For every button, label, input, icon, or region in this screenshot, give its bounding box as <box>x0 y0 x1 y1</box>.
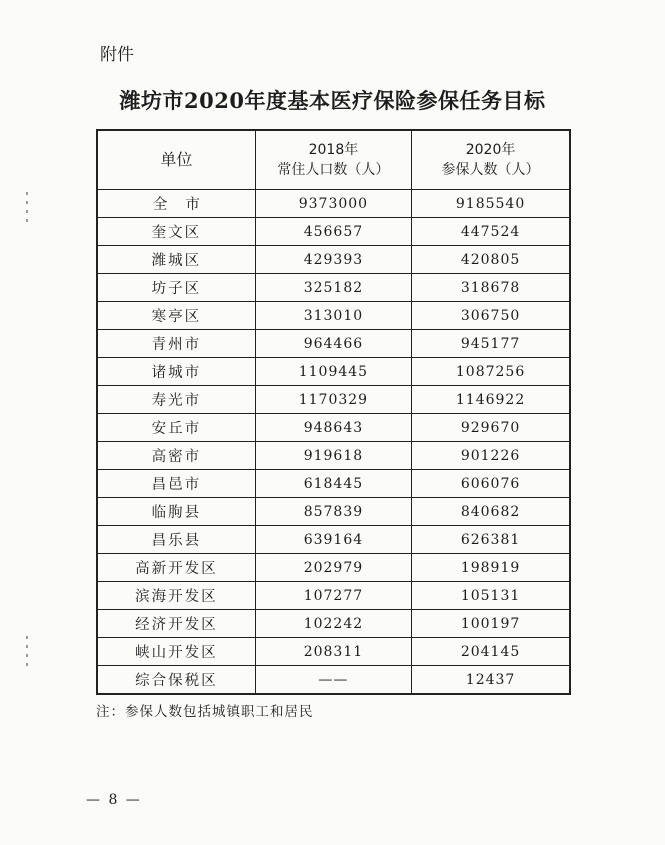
unit-cell: 昌乐县 <box>97 526 255 554</box>
table-row <box>97 638 570 666</box>
unit-cell: 高密市 <box>97 442 255 470</box>
unit-cell: 坊子区 <box>97 274 255 302</box>
insured-cell: 318678 <box>412 274 570 302</box>
binding-marks-top <box>24 186 30 228</box>
insured-cell: 306750 <box>412 302 570 330</box>
unit-cell: 峡山开发区 <box>97 638 255 666</box>
insured-cell: 901226 <box>412 442 570 470</box>
unit-cell: 临朐县 <box>97 498 255 526</box>
population-cell: 107277 <box>255 582 411 610</box>
insured-cell: 626381 <box>412 526 570 554</box>
table-row <box>97 442 570 470</box>
population-cell: 919618 <box>255 442 411 470</box>
unit-cell: 诸城市 <box>97 358 255 386</box>
population-cell: —— <box>255 666 411 695</box>
insured-cell: 1146922 <box>412 386 570 414</box>
population-cell: 102242 <box>255 610 411 638</box>
table-row <box>97 330 570 358</box>
header-population-2018: 2018年 常住人口数（人） <box>255 130 411 190</box>
population-cell: 325182 <box>255 274 411 302</box>
insured-cell: 100197 <box>412 610 570 638</box>
insured-cell: 1087256 <box>412 358 570 386</box>
document-title: 潍坊市2020年度基本医疗保险参保任务目标 <box>119 88 546 113</box>
population-cell: 857839 <box>255 498 411 526</box>
unit-cell: 全市 <box>97 190 255 218</box>
table-row <box>97 498 570 526</box>
insured-cell: 945177 <box>412 330 570 358</box>
population-cell: 456657 <box>255 218 411 246</box>
unit-cell: 寒亭区 <box>97 302 255 330</box>
insurance-target-table <box>96 129 571 695</box>
unit-cell: 安丘市 <box>97 414 255 442</box>
insured-cell: 12437 <box>412 666 570 695</box>
population-cell: 964466 <box>255 330 411 358</box>
header-unit: 单位 <box>97 130 255 190</box>
footnote: 注：参保人数包括城镇职工和居民 <box>96 704 314 720</box>
unit-cell: 奎文区 <box>97 218 255 246</box>
table-row <box>97 470 570 498</box>
unit-cell: 青州市 <box>97 330 255 358</box>
unit-cell: 综合保税区 <box>97 666 255 695</box>
population-cell: 948643 <box>255 414 411 442</box>
header-insured-2020: 2020年 参保人数（人） <box>412 130 570 190</box>
binding-marks-bottom <box>24 630 30 672</box>
table-row <box>97 302 570 330</box>
unit-cell: 高新开发区 <box>97 554 255 582</box>
insured-cell: 840682 <box>412 498 570 526</box>
attachment-label: 附件 <box>100 45 134 65</box>
population-cell: 639164 <box>255 526 411 554</box>
insured-cell: 198919 <box>412 554 570 582</box>
population-cell: 208311 <box>255 638 411 666</box>
unit-cell: 滨海开发区 <box>97 582 255 610</box>
unit-cell: 经济开发区 <box>97 610 255 638</box>
table-row <box>97 358 570 386</box>
table-row <box>97 246 570 274</box>
table-row <box>97 582 570 610</box>
page-number: — 8 — <box>86 792 142 808</box>
table-row <box>97 414 570 442</box>
population-cell: 202979 <box>255 554 411 582</box>
insured-cell: 447524 <box>412 218 570 246</box>
table-row <box>97 274 570 302</box>
population-cell: 618445 <box>255 470 411 498</box>
unit-cell: 寿光市 <box>97 386 255 414</box>
table-row <box>97 666 570 695</box>
insured-cell: 929670 <box>412 414 570 442</box>
insured-cell: 420805 <box>412 246 570 274</box>
insured-cell: 204145 <box>412 638 570 666</box>
table-row <box>97 190 570 218</box>
population-cell: 313010 <box>255 302 411 330</box>
population-cell: 9373000 <box>255 190 411 218</box>
table-row <box>97 526 570 554</box>
table-row <box>97 554 570 582</box>
unit-cell: 昌邑市 <box>97 470 255 498</box>
insured-cell: 105131 <box>412 582 570 610</box>
population-cell: 1109445 <box>255 358 411 386</box>
table-row <box>97 218 570 246</box>
population-cell: 1170329 <box>255 386 411 414</box>
insured-cell: 9185540 <box>412 190 570 218</box>
population-cell: 429393 <box>255 246 411 274</box>
unit-cell: 潍城区 <box>97 246 255 274</box>
table-row <box>97 610 570 638</box>
insured-cell: 606076 <box>412 470 570 498</box>
table-header-row <box>97 130 570 190</box>
table-row <box>97 386 570 414</box>
